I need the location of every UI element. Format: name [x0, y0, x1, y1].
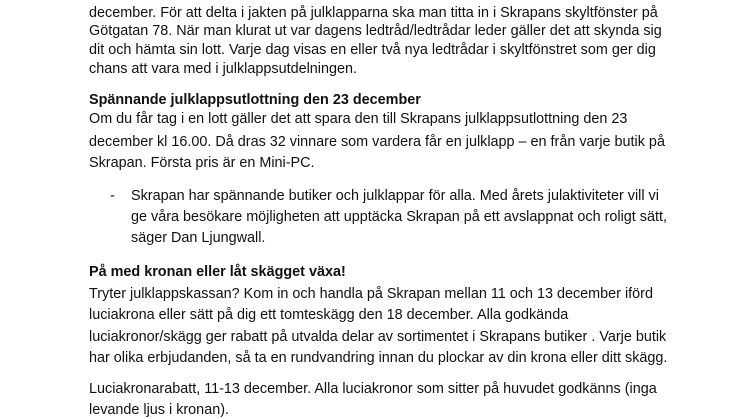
quote-line-3: säger Dan Ljungwall. — [131, 230, 266, 246]
crown-line-1: Tryter julklappskassan? Kom in och handla på Skrapan mellan 11 och 13 december iförd — [89, 286, 653, 302]
lucia-line-2: levande ljus i kronan). — [89, 402, 229, 418]
section-heading-crown: På med kronan eller låt skägget växa! — [89, 264, 346, 280]
intro-line-4: chans att vara med i julklappsutdelningen. — [89, 61, 357, 77]
crown-line-2: luciakrona eller sätt på dig ett tomteskägg den 18 december. Alla godkända — [89, 307, 569, 323]
lottery-line-1: Om du får tag i en lott gäller det att spara den till Skrapans julklappsutlottning den 23 — [89, 111, 628, 127]
intro-line-3: dit och hämta sin lott. Varje dag visas en eller två nya ledtrådar i skyltfönstret som ger dig — [89, 42, 656, 58]
quote-line-2: ge våra besökare möjligheten att upptäcka Skrapan på ett avslappnat och roligt sätt, — [131, 209, 667, 225]
section-heading-lottery: Spännande julklappsutlottning den 23 december — [89, 92, 421, 108]
quote-dash: - — [110, 188, 115, 204]
intro-line-2: Götgatan 78. När man klurat ut var dagens ledtråd/ledtrådar leder gäller det att skynda sig — [89, 23, 662, 39]
quote-line-1: Skrapan har spännande butiker och julklappar för alla. Med årets julaktiviteter vill vi — [131, 188, 659, 204]
intro-line-1: december. För att delta i jakten på julklapparna ska man titta in i Skrapans skyltfönster på — [89, 5, 658, 21]
lottery-line-2: december kl 16.00. Då dras 32 vinnare som vardera får en julklapp – en från varje butik på — [89, 134, 665, 150]
lottery-line-3: Skrapan. Första pris är en Mini-PC. — [89, 155, 315, 171]
lucia-line-1: Luciakronarabatt, 11-13 december. Alla luciakronor som sitter på huvudet godkänns (inga — [89, 381, 657, 397]
crown-line-4: har olika erbjudanden, så ta en rundvandring innan du plockar av din krona eller ditt skägg. — [89, 350, 668, 366]
crown-line-3: luciakronor/skägg ger rabatt på utvalda delar av sortimentet i Skrapans butiker . Varje butik — [89, 329, 667, 345]
